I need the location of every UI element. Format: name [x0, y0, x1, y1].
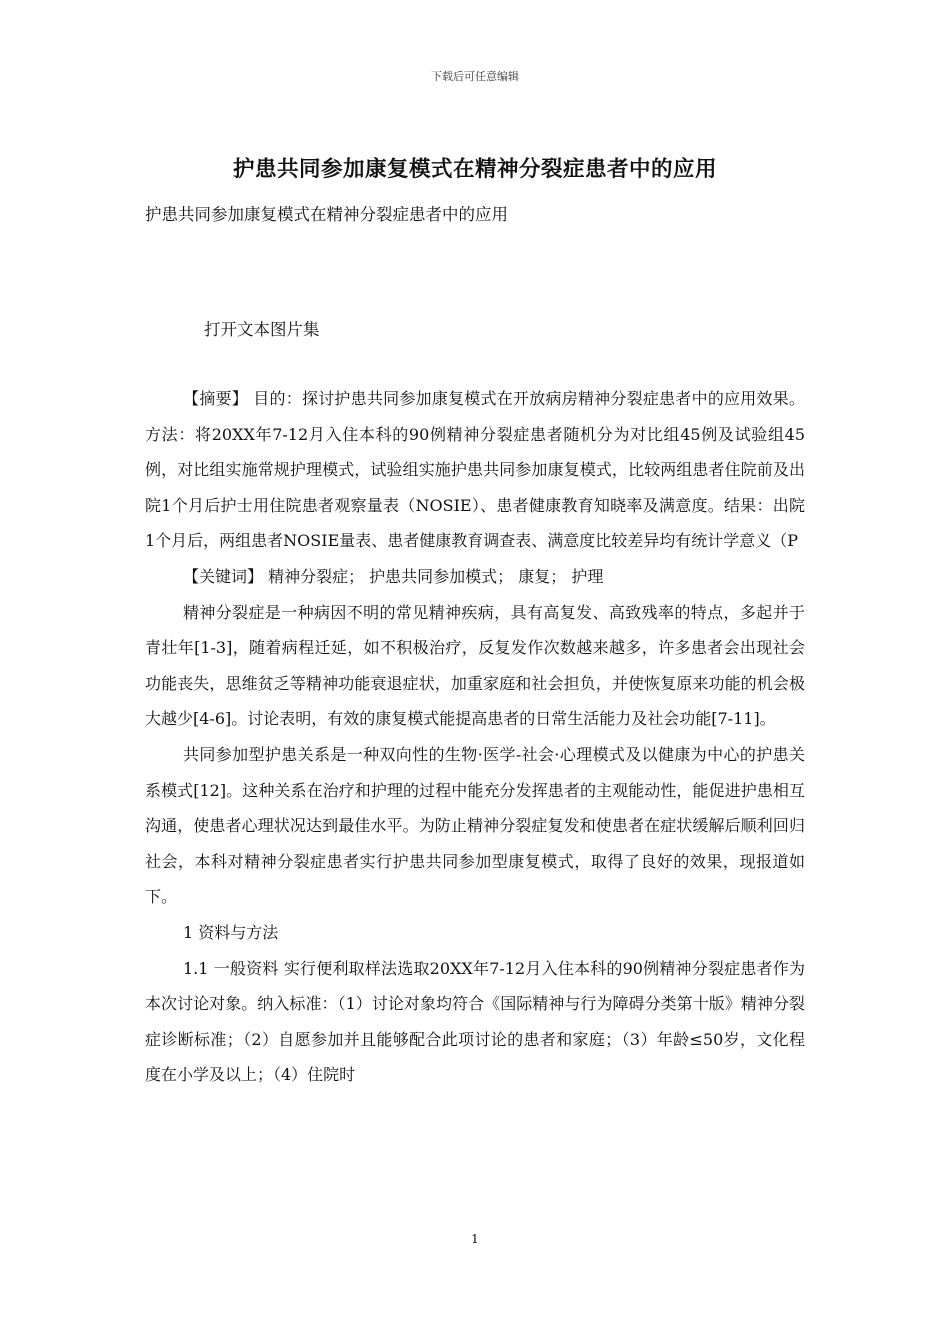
relationship-paragraph: 共同参加型护患关系是一种双向性的生物·医学-社会·心理模式及以健康为中心的护患关系模式[12]。这种关系在治疗和护理的过程中能充分发挥患者的主观能动性，能促进护患相互沟通，使患者心理状况达到最佳水平。为防止精神分裂症复发和使患者在症状缓解后顺利回归社会，本科对精神分裂症患者实行护患共同参加型康复模式，取得了良好的效果，现报道如下。 [145, 744, 805, 907]
header-note: 下载后可任意编辑 [431, 70, 519, 83]
abstract-paragraph: 【摘要】 目的：探讨护患共同参加康复模式在开放病房精神分裂症患者中的应用效果。方法：将20XX年7-12月入住本科的90例精神分裂症患者随机分为对比组45例及试验组45例，对比组实施常规护理模式，试验组实施护患共同参加康复模式，比较两组患者住院前及出院1个月后护士用住院患者观察量表（NOSIE）、患者健康教育知晓率及满意度。结果：出院1个月后，两组患者NOSIE量表、患者健康教育调查表、满意度比较差异均有统计学意义（P [145, 389, 805, 551]
document-subtitle: 护患共同参加康复模式在精神分裂症患者中的应用 [145, 205, 508, 224]
document-title: 护患共同参加康复模式在精神分裂症患者中的应用 [232, 157, 717, 182]
general-data-paragraph: 1.1 一般资料 实行便利取样法选取20XX年7-12月入住本科的90例精神分裂症患者作为本次讨论对象。纳入标准：（1）讨论对象均符合《国际精神与行为障碍分类第十版》精神分裂症诊断标准；（2）自愿参加并且能够配合此项讨论的患者和家庭；（3）年龄≤50岁，文化程度在小学及以上；（4）住院时 [145, 958, 805, 1085]
page-number: 1 [471, 1232, 479, 1246]
open-image-gallery-link[interactable]: 打开文本图片集 [204, 320, 320, 339]
body-text [145, 381, 805, 1093]
keywords-paragraph: 【关键词】 精神分裂症； 护患共同参加模式； 康复； 护理 [183, 566, 604, 586]
section-heading-methods: 1 资料与方法 [183, 922, 279, 942]
intro-paragraph: 精神分裂症是一种病因不明的常见精神疾病，具有高复发、高致残率的特点，多起并于青壮年[1-3]，随着病程迁延，如不积极治疗，反复发作次数越来越多，许多患者会出现社会功能丧失，思维贫乏等精神功能衰退症状，加重家庭和社会担负，并使恢复原来功能的机会极大越少[4-6]。讨论表明，有效的康复模式能提高患者的日常生活能力及社会功能[7-11]。 [145, 602, 805, 729]
